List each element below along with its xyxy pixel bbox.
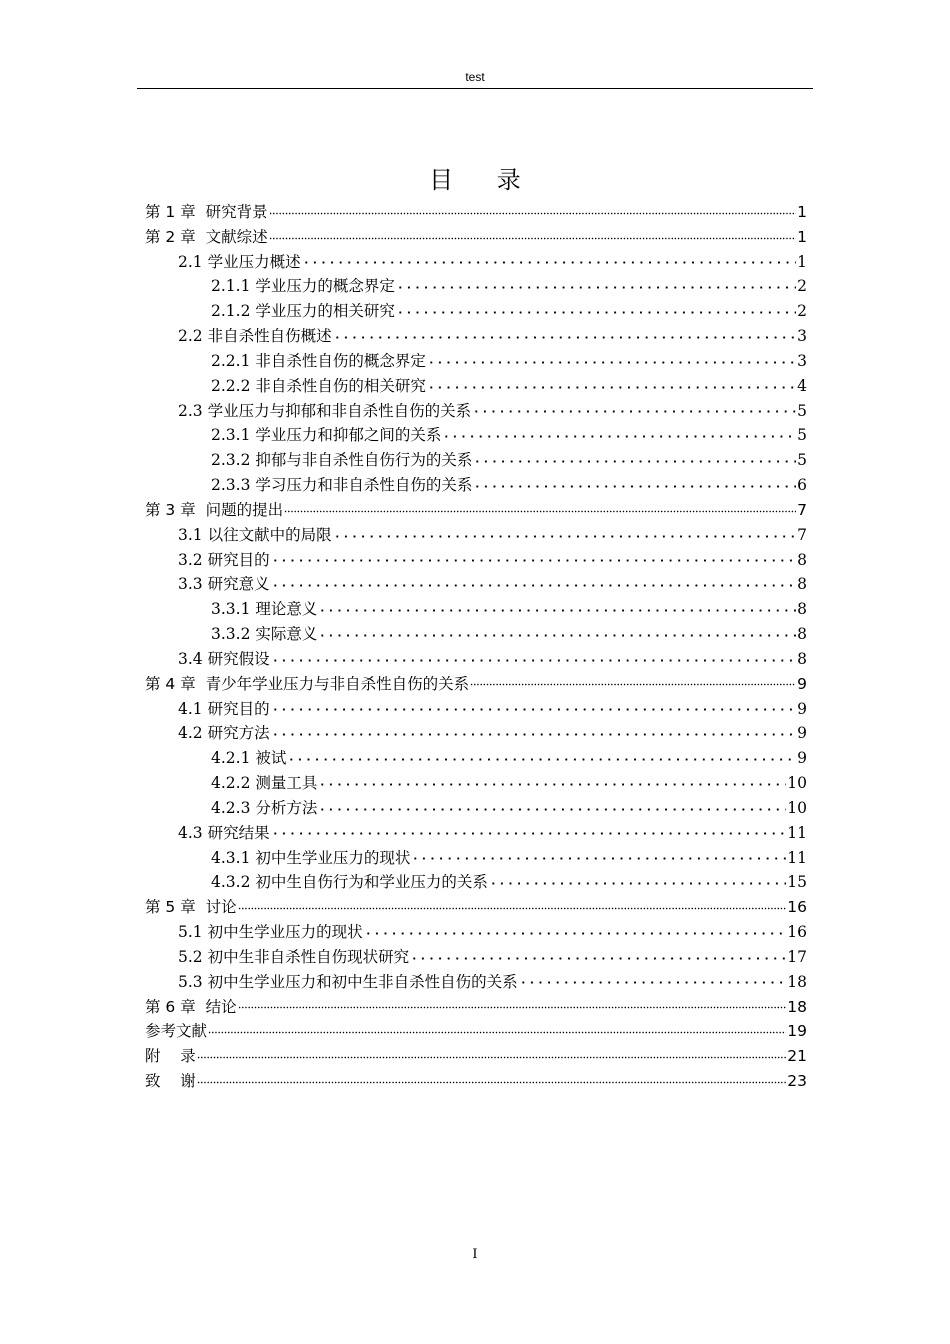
toc-entry-label: 2.2.1 非自杀性自伤的概念界定 <box>211 351 426 370</box>
toc-dot-leader <box>411 847 786 863</box>
toc-entry-page: 8 <box>797 625 807 644</box>
toc-dot-leader <box>271 549 797 565</box>
toc-entry-label: 3.3.2 实际意义 <box>211 625 318 644</box>
toc-entry-label: 第 2 章 文献综述 <box>145 227 268 246</box>
toc-entry-label: 第 4 章 青少年学业压力与非自杀性自伤的关系 <box>145 674 470 693</box>
toc-entry[interactable] <box>145 796 807 821</box>
toc-entry-page: 16 <box>787 898 807 917</box>
toc-dot-leader <box>519 971 787 987</box>
toc-dot-leader <box>318 773 786 789</box>
toc-entry[interactable] <box>145 995 807 1020</box>
toc-dot-leader <box>470 673 796 689</box>
toc-dot-leader <box>271 574 797 590</box>
toc-entry[interactable] <box>145 374 807 399</box>
toc-entry-page: 3 <box>797 351 807 370</box>
toc-entry-label: 4.2.2 测量工具 <box>211 774 318 793</box>
toc-entry-label: 第 5 章 讨论 <box>145 898 237 917</box>
toc-entry[interactable] <box>145 200 807 225</box>
toc-entry[interactable] <box>145 895 807 920</box>
toc-entry-page: 5 <box>797 426 807 445</box>
toc-entry-label: 2.2.2 非自杀性自伤的相关研究 <box>211 376 426 395</box>
toc-dot-leader <box>238 897 787 913</box>
toc-entry[interactable] <box>145 225 807 250</box>
toc-entry-label: 3.2 研究目的 <box>178 550 270 569</box>
toc-dot-leader <box>208 1021 786 1037</box>
toc-entry[interactable] <box>145 1019 807 1044</box>
toc-entry-page: 18 <box>787 997 807 1016</box>
toc-entry[interactable] <box>145 821 807 846</box>
toc-entry[interactable] <box>145 697 807 722</box>
toc-dot-leader <box>284 499 796 515</box>
toc-entry[interactable] <box>145 299 807 324</box>
toc-entry-label: 5.2 初中生非自杀性自伤现状研究 <box>178 947 410 966</box>
toc-entry[interactable] <box>145 523 807 548</box>
toc-entry[interactable] <box>145 250 807 275</box>
toc-entry-page: 7 <box>797 525 807 544</box>
toc-entry[interactable] <box>145 1069 807 1094</box>
toc-entry[interactable] <box>145 870 807 895</box>
toc-dot-leader <box>271 698 797 714</box>
toc-entry[interactable] <box>145 399 807 424</box>
toc-entry[interactable] <box>145 771 807 796</box>
toc-dot-leader <box>271 822 787 838</box>
toc-entry-label: 2.3.1 学业压力和抑郁之间的关系 <box>211 426 442 445</box>
toc-entry[interactable] <box>145 746 807 771</box>
toc-dot-leader <box>427 375 796 391</box>
toc-entry-page: 8 <box>797 649 807 668</box>
toc-entry-page: 8 <box>797 550 807 569</box>
toc-entry-page: 1 <box>797 203 807 221</box>
toc-entry-page: 17 <box>787 947 807 966</box>
toc-entry-label: 4.3.1 初中生学业压力的现状 <box>211 848 411 867</box>
toc-entry[interactable] <box>145 423 807 448</box>
toc-entry-page: 8 <box>797 575 807 594</box>
toc-entry-label: 2.3.2 抑郁与非自杀性自伤行为的关系 <box>211 451 473 470</box>
toc-dot-leader <box>302 251 797 267</box>
toc-dot-leader <box>333 524 797 540</box>
toc-entry-label: 参考文献 <box>145 1022 208 1041</box>
toc-entry-label: 5.1 初中生学业压力的现状 <box>178 923 363 942</box>
toc-entry-label: 2.3 学业压力与抑郁和非自杀性自伤的关系 <box>178 401 472 420</box>
toc-entry-page: 18 <box>787 972 807 991</box>
footer-page-number: I <box>472 1247 478 1262</box>
toc-entry[interactable] <box>145 647 807 672</box>
toc-entry-page: 21 <box>787 1047 807 1066</box>
toc-dot-leader <box>238 996 787 1012</box>
toc-entry-page: 11 <box>787 823 807 842</box>
toc-entry[interactable] <box>145 498 807 523</box>
toc-entry-page: 16 <box>787 923 807 942</box>
toc-dot-leader <box>473 475 796 491</box>
toc-entry-page: 9 <box>797 699 807 718</box>
toc-entry[interactable] <box>145 622 807 647</box>
toc-entry[interactable] <box>145 970 807 995</box>
toc-entry-page: 19 <box>787 1022 807 1041</box>
toc-entry-label: 2.1.1 学业压力的概念界定 <box>211 277 395 296</box>
page-header: test <box>465 70 485 84</box>
toc-entry[interactable] <box>145 572 807 597</box>
toc-entry-label: 3.4 研究假设 <box>178 649 270 668</box>
toc-entry[interactable] <box>145 349 807 374</box>
toc-entry-page: 1 <box>797 252 807 271</box>
toc-entry[interactable] <box>145 324 807 349</box>
toc-entry[interactable] <box>145 920 807 945</box>
toc-entry-label: 4.3 研究结果 <box>178 823 270 842</box>
toc-entry-label: 4.1 研究目的 <box>178 699 270 718</box>
toc-entry-label: 3.3.1 理论意义 <box>211 600 318 619</box>
toc-entry-page: 4 <box>797 376 807 395</box>
toc-entry[interactable] <box>145 1044 807 1069</box>
toc-dot-leader <box>269 202 797 218</box>
toc-entry[interactable] <box>145 448 807 473</box>
toc-dot-leader <box>489 872 786 888</box>
toc-entry-page: 11 <box>787 848 807 867</box>
toc-entry-label: 2.2 非自杀性自伤概述 <box>178 327 332 346</box>
toc-dot-leader <box>442 425 796 441</box>
toc-entry-label: 4.2.3 分析方法 <box>211 798 318 817</box>
toc-entry-label: 2.1.2 学业压力的相关研究 <box>211 302 395 321</box>
toc-entry-label: 2.3.3 学习压力和非自杀性自伤的关系 <box>211 476 473 495</box>
toc-dot-leader <box>396 301 796 317</box>
toc-dot-leader <box>197 1070 787 1086</box>
table-of-contents <box>145 200 807 1094</box>
toc-title: 目 录 <box>429 166 539 194</box>
toc-entry-page: 6 <box>797 476 807 495</box>
toc-dot-leader <box>271 648 797 664</box>
toc-entry-label: 第 3 章 问题的提出 <box>145 500 284 519</box>
toc-entry-label: 第 6 章 结论 <box>145 997 237 1016</box>
toc-entry-page: 8 <box>797 600 807 619</box>
toc-dot-leader <box>318 797 786 813</box>
toc-entry-page: 23 <box>787 1071 807 1090</box>
toc-entry-label: 3.3 研究意义 <box>178 575 270 594</box>
toc-entry-label: 附 录 <box>145 1047 196 1066</box>
toc-entry-label: 4.3.2 初中生自伤行为和学业压力的关系 <box>211 873 488 892</box>
toc-dot-leader <box>472 400 796 416</box>
toc-entry[interactable] <box>145 597 807 622</box>
toc-entry-page: 3 <box>797 327 807 346</box>
toc-entry[interactable] <box>145 548 807 573</box>
toc-dot-leader <box>473 450 796 466</box>
header-rule <box>137 88 813 89</box>
toc-entry-page: 5 <box>797 401 807 420</box>
toc-dot-leader <box>197 1046 787 1062</box>
toc-entry-label: 4.2 研究方法 <box>178 724 270 743</box>
toc-entry[interactable] <box>145 721 807 746</box>
toc-entry-page: 10 <box>787 798 807 817</box>
toc-dot-leader <box>287 748 796 764</box>
toc-entry[interactable] <box>145 274 807 299</box>
toc-dot-leader <box>364 922 787 938</box>
toc-dot-leader <box>318 624 796 640</box>
toc-entry-page: 9 <box>797 749 807 768</box>
toc-dot-leader <box>410 946 786 962</box>
toc-entry-page: 5 <box>797 451 807 470</box>
toc-entry[interactable] <box>145 846 807 871</box>
toc-entry-page: 2 <box>797 277 807 296</box>
toc-entry-page: 7 <box>797 500 807 519</box>
toc-entry-label: 5.3 初中生学业压力和初中生非自杀性自伤的关系 <box>178 972 518 991</box>
toc-entry-page: 15 <box>787 873 807 892</box>
toc-dot-leader <box>396 276 796 292</box>
toc-entry-page: 2 <box>797 302 807 321</box>
toc-entry-label: 3.1 以往文献中的局限 <box>178 525 332 544</box>
toc-entry[interactable] <box>145 672 807 697</box>
toc-dot-leader <box>269 226 797 242</box>
toc-entry-label: 第 1 章 研究背景 <box>145 203 268 221</box>
toc-entry-label: 2.1 学业压力概述 <box>178 252 301 271</box>
toc-entry-page: 9 <box>797 674 807 693</box>
toc-entry-page: 10 <box>787 774 807 793</box>
toc-entry-page: 1 <box>797 227 807 246</box>
toc-dot-leader <box>333 326 797 342</box>
toc-entry[interactable] <box>145 473 807 498</box>
toc-entry-page: 9 <box>797 724 807 743</box>
toc-dot-leader <box>318 599 796 615</box>
toc-entry[interactable] <box>145 945 807 970</box>
toc-entry-label: 致 谢 <box>145 1071 196 1090</box>
toc-dot-leader <box>427 350 796 366</box>
toc-entry-label: 4.2.1 被试 <box>211 749 287 768</box>
toc-dot-leader <box>271 723 797 739</box>
